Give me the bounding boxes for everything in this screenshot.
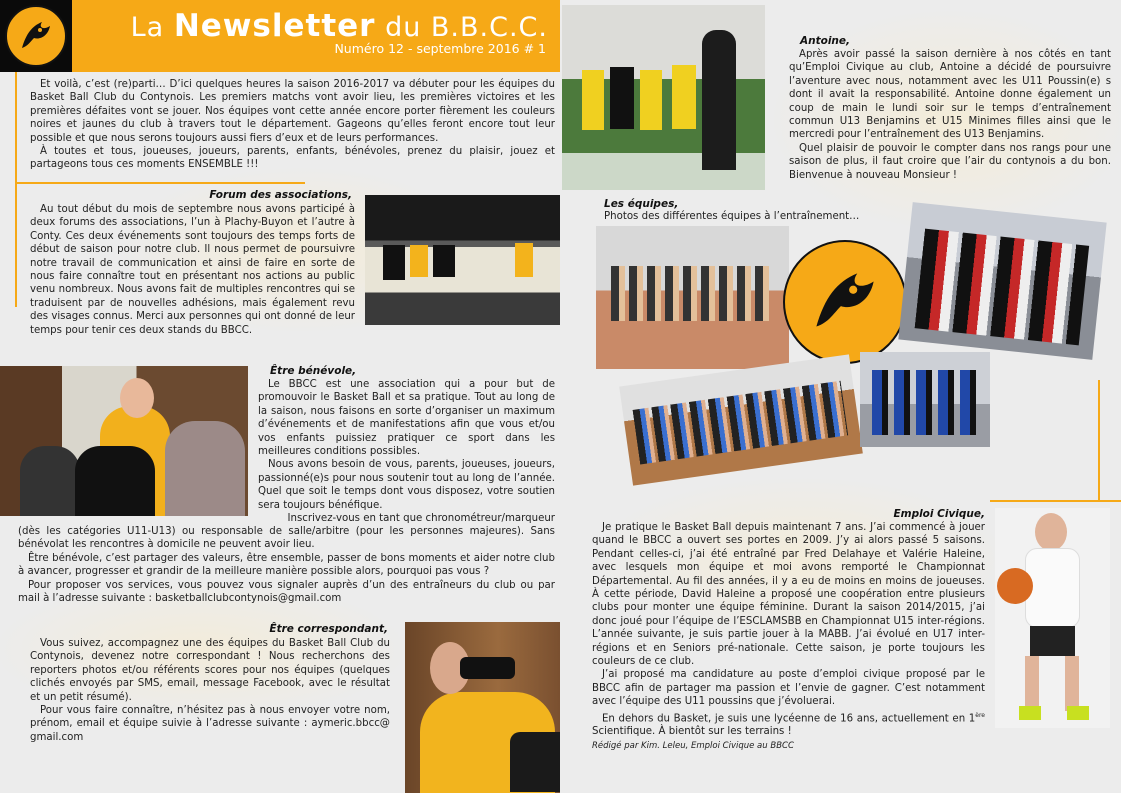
article-signature: Rédigé par Kim. Leleu, Emploi Civique au BBCC — [592, 740, 794, 751]
antoine-text: Après avoir passé la saison dernière à nos côtés en tant qu’Emploi Civique au club, Antoine a décidé de poursuivre l’aventure avec nous, notamment avec les U11 Poussin(e) s dont il avait la responsabilité. Antoine donne également un coup de main le lundi soir sur le temps d’entraînement commun U13 Benjamins et U15 Minimes filles ainsi que le mercredi pour l’entraînement des U13 Benjamins. Quel plaisir de pouvoir le compter dans nos rangs pour une saison de plus, il faut croire que l’air du contynois a du bon. Bienvenue à nouveau Monsieur ! — [789, 49, 1111, 181]
volunteers-photo — [0, 366, 248, 516]
civic-service-heading: Emploi Civique, — [893, 508, 985, 520]
accent-rule-vertical — [15, 72, 17, 307]
page-title: La Newsletter du B.B.C.C. — [130, 8, 548, 44]
volunteer-text-full: (dès les catégories U11-U13) ou responsable de salle/arbitre (pour les personnes majeures). Sans bénévolat les rencontres à domicile ne peuvent avoir lieu. Être bénévole, c’est partager des valeurs, être ensemble, passer de bons moments et aider notre club à avancer, progresser et grandir de la meilleure manière possible alors, pourquoi pas vous ? Pour proposer vos services, vous pouvez vous signaler auprès d’un des entraîneurs du club ou par mail à l’adresse suivante : basketballclubcontynois@gmail.com — [18, 526, 555, 605]
accent-rule-horizontal — [15, 182, 305, 184]
forum-text: Au tout début du mois de septembre nous avons participé à deux forums des associations, l’un à Plachy-Buyon et l’autre à Conty. Ces deux événements sont toujours des temps forts de début de saison pour notre club. Il nous permet de poursuivre notre travail de communication et ainsi de faire en sorte de nous faire connaître tout en présentant nos actions au public venu nombreux. Nous avons fait de multiples rencontres qui se traduisent par de nouvelles adhésions, mais également revu des visages connus. Merci aux personnes qui ont donné de leur temps pour tenir ces deux stands du BBCC. — [30, 204, 355, 336]
volunteer-heading: Être bénévole, — [270, 365, 357, 377]
correspondent-text: Vous suivez, accompagnez une des équipes du Basket Ball Club du Contynois, devenez notre correspondant ! Nous recherchons des reporters photos et/ou référents scores pour nos équipes (quelques clichés envoyés par SMS, email, message Facebook, avec le résultat et un petit résumé). Pour vous faire connaître, n’hésitez pas à nous envoyer votre nom, prénom, email et équipe suivie à l’adresse suivante : aymeric.bbcc@ gmail.com — [30, 638, 390, 743]
team-photo-boys-seniors — [898, 202, 1106, 360]
forum-heading: Forum des associations, — [209, 189, 352, 201]
accent-rule-right — [990, 500, 1121, 502]
civic-service-text: Je pratique le Basket Ball depuis maintenant 7 ans. J’ai commencé à jouer quand le BBCC a ouvert ses portes en 2009. J’y ai alors passé 5 saisons. Pendant celles-ci, j’ai été entraîné par Fred Delahaye et Valérie Haleine, avec lesquels mon équipe et moi avons remporté le Championnat Départemental. Au fil des années, il y a eu de moins en moins de joueuses. À cette période, David Haleine a proposé une coopération entre plusieurs clubs pour monter une équipe féminine. Durant la saison 2014/2015, j’ai donc joué pour l’équipe de l’ESCLAMSBB en Championnat U15 inter-régions. L’année suivante, je suis partie jouer à la MABB. J’ai évolué en U17 inter-régions et en Seniors pré-nationale. Cette saison, je porte toujours les couleurs de ce club. J’ai proposé ma candidature au poste d’emploi civique proposé par le BBCC afin de partager ma passion et l’envie de gagner. C’est notamment avec l’équipe des U11 poussins que j’évoluerai. En dehors du Basket, je suis une lycéenne de 16 ans, actuellement en 1ère Scientifique. À bientôt sur les terrains ! Rédigé par Kim. Leleu, Emploi Civique au BBCC — [592, 521, 985, 753]
forum-stand-photo — [365, 195, 560, 325]
club-logo — [0, 0, 72, 72]
antoine-training-photo — [562, 5, 765, 190]
newsletter-header — [0, 0, 560, 72]
pegasus-logo-icon — [5, 5, 67, 67]
teams-heading: Les équipes, — [604, 198, 679, 210]
team-photo-girls — [596, 226, 789, 369]
accent-rule-right-vertical — [1098, 380, 1100, 500]
intro-text: Et voilà, c’est (re)parti… D’ici quelques heures la saison 2016-2017 va débuter pour les équipes du Basket Ball Club du Contynois. Les premiers matchs vont avoir lieu, les premières victoires et les premières défaites vont se jouer. Nos équipes vont cette année encore porter fièrement les couleurs noires et jaunes du club à travers tout le département. Gageons qu’elles feront encore tout leur possible et que nous serons toujours aussi fiers d’eux et de leurs performances. À toutes et tous, joueuses, joueurs, parents, enfants, bénévoles, prenez du plaisir, jouez et partageons tous ces moments ENSEMBLE !!! — [30, 79, 555, 171]
club-logo-large — [783, 240, 907, 364]
antoine-heading: Antoine, — [800, 35, 851, 47]
volunteer-text-column: Le BBCC est une association qui a pour but de promouvoir le Basket Ball et sa pratique. Tout au long de la saison, nous faisons en sorte d’organiser un maximum d’événements et de manifestations afin que vous et/ou vos enfants puissiez pratiquer ce sport dans les meilleures conditions possibles. Nous avons besoin de vous, parents, joueuses, joueurs, passionné(e)s pour nous soutenir tout au long de l’année. Quel que soit le temps dont vous disposez, votre soutien sera toujours bénéfique. Inscrivez-vous en tant que chronométreur/marqueur — [258, 379, 555, 525]
correspondent-heading: Être correspondant, — [269, 623, 388, 635]
teams-subtitle: Photos des différentes équipes à l’entraînement… — [604, 211, 860, 222]
team-photo-u13 — [860, 352, 990, 447]
player-portrait-photo — [995, 508, 1110, 728]
photographer-photo — [405, 622, 560, 793]
issue-number: Numéro 12 - septembre 2016 # 1 — [334, 41, 546, 56]
